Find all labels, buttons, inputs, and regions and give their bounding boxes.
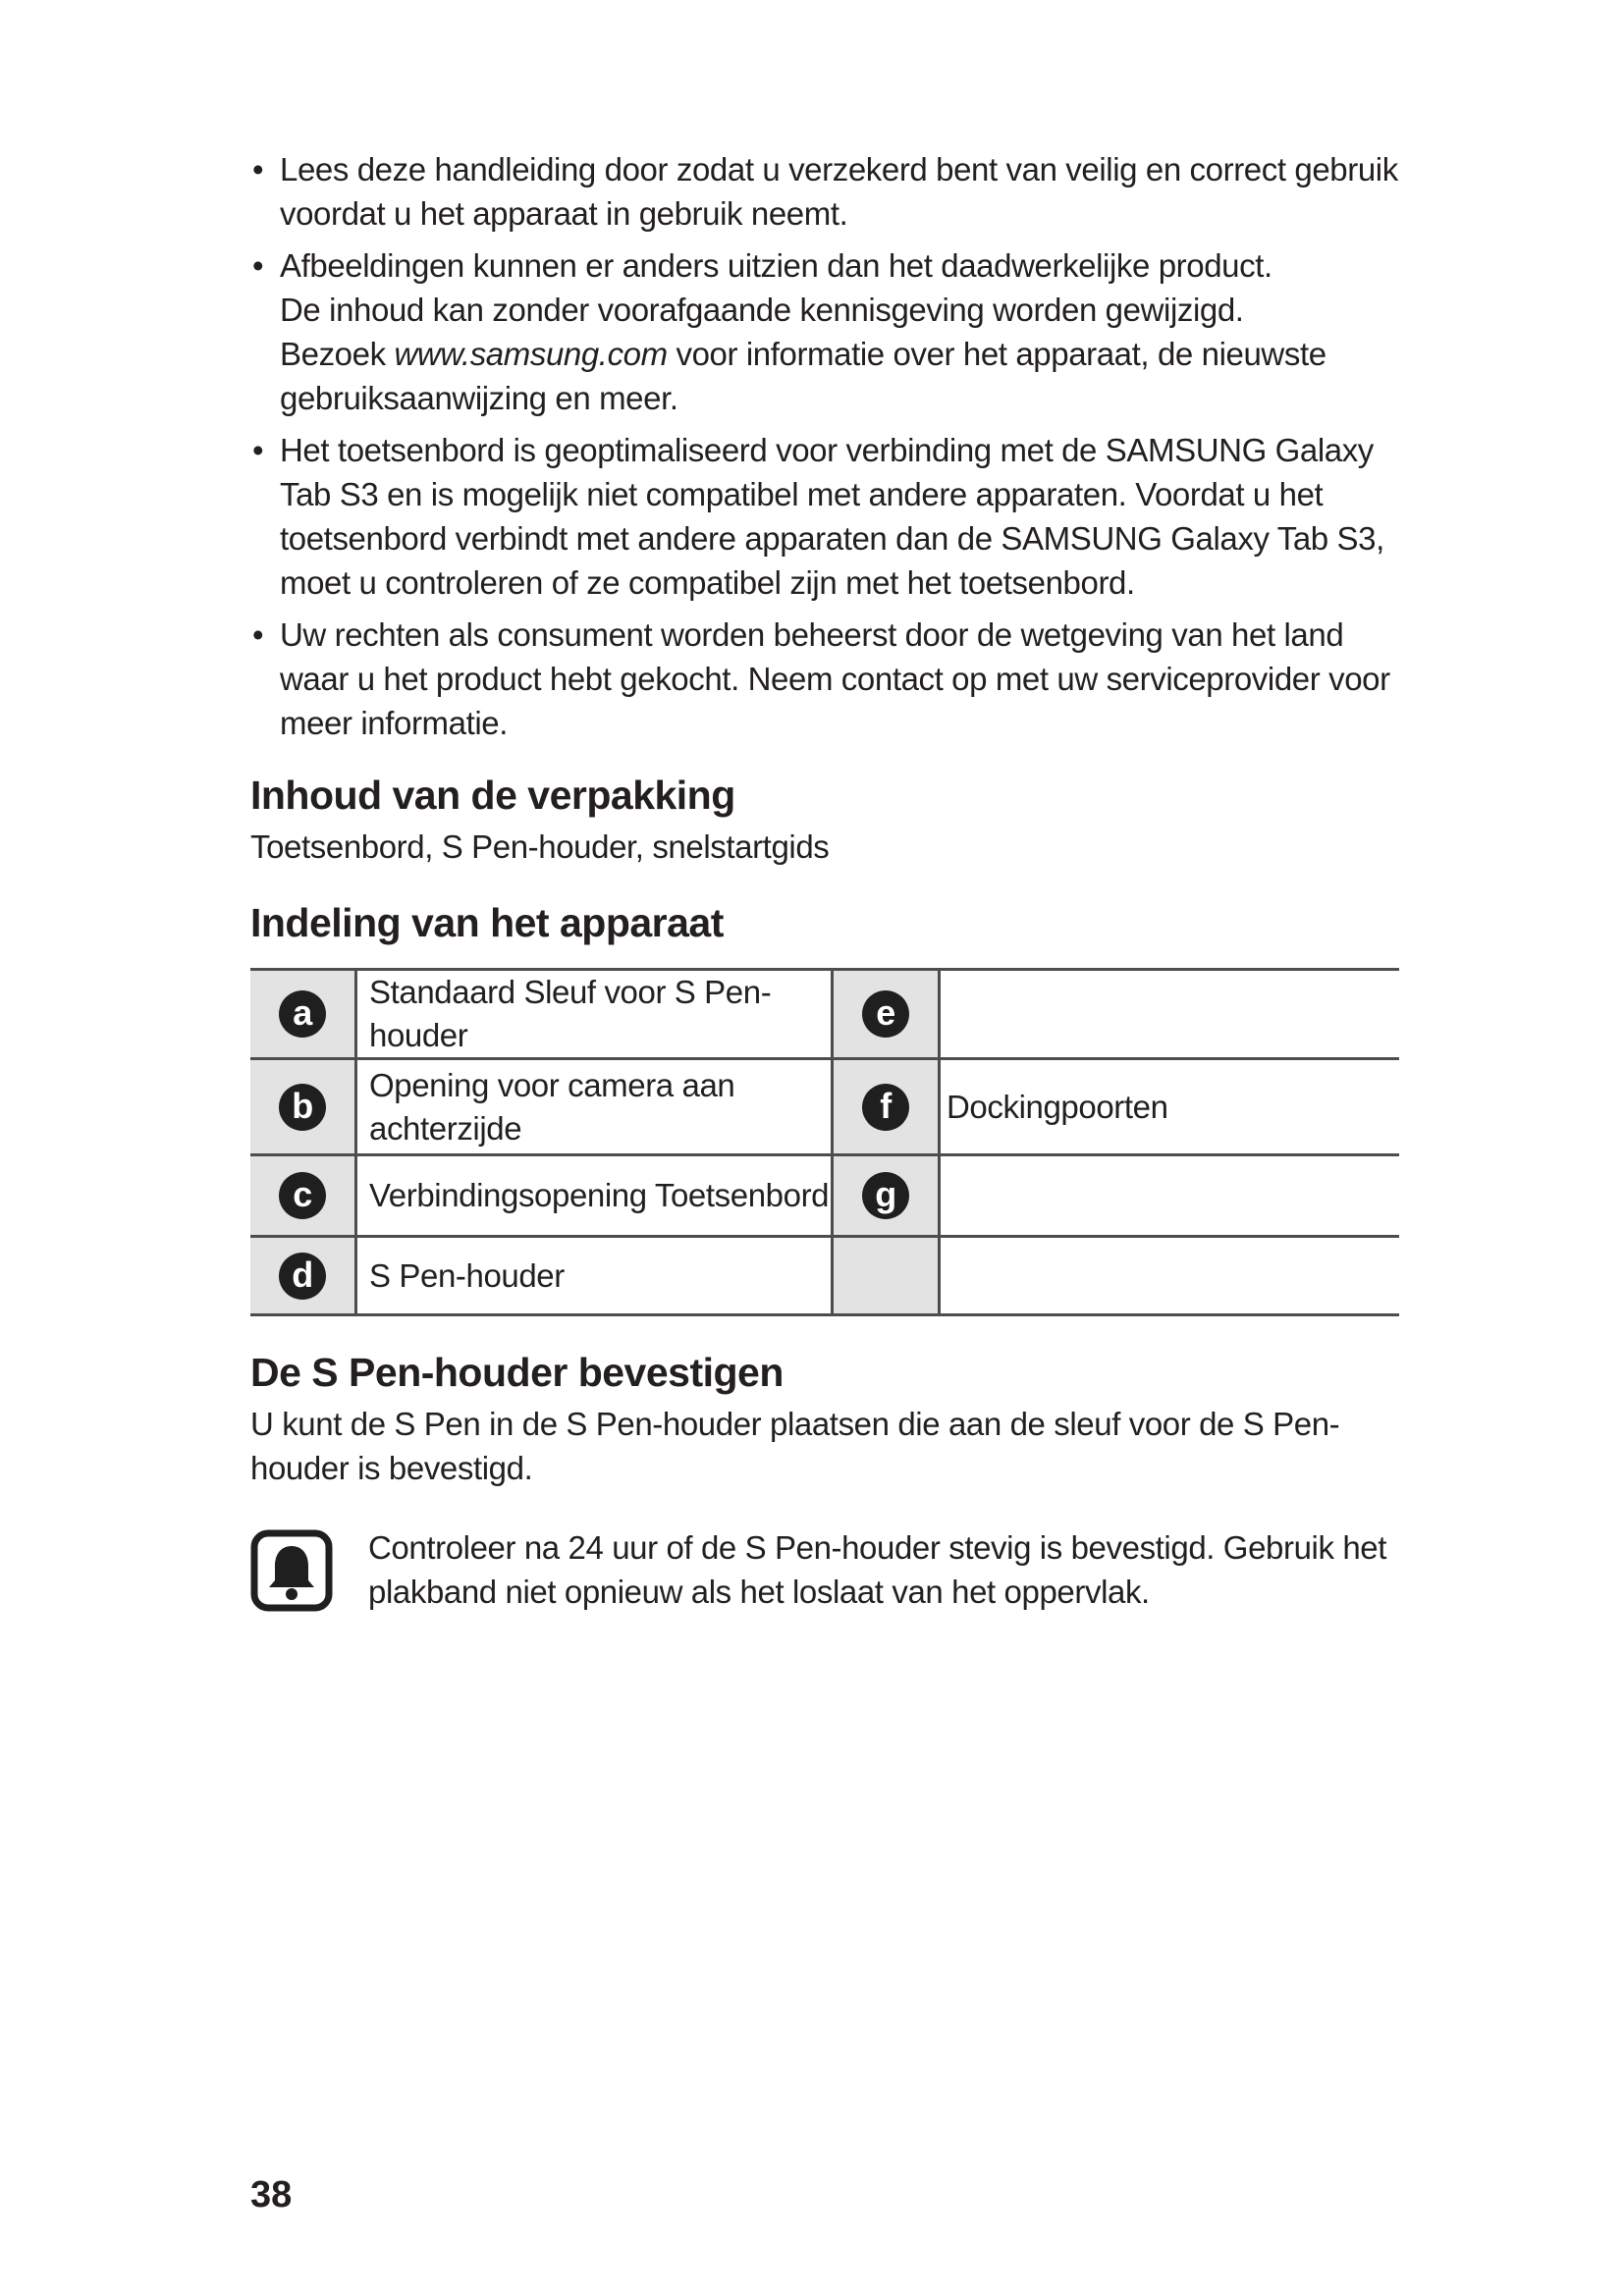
table-row bbox=[250, 970, 1399, 1059]
badge-cell-empty bbox=[833, 1237, 940, 1315]
table-row bbox=[250, 1059, 1399, 1155]
bullet-text: Lees deze handleiding door zodat u verzekerd bent van veilig en correct gebruik voordat u het apparaat in gebruik neemt. bbox=[280, 151, 1398, 232]
layout-heading: Indeling van het apparaat bbox=[250, 900, 724, 945]
bullet-text: Uw rechten als consument worden beheerst door de wetgeving van het land waar u het product hebt gekocht. Neem contact op met uw serviceprovider voor meer informatie. bbox=[280, 616, 1390, 741]
part-label: S Pen-houder bbox=[356, 1237, 833, 1315]
document-content bbox=[250, 147, 1399, 1614]
bullet-text-line1: Afbeeldingen kunnen er anders uitzien dan het daadwerkelijke product. bbox=[280, 247, 1272, 284]
part-label bbox=[940, 1237, 1400, 1315]
table-row bbox=[250, 1155, 1399, 1237]
badge-cell bbox=[250, 1059, 356, 1155]
part-label: Dockingpoorten bbox=[940, 1059, 1400, 1155]
part-label: Standaard Sleuf voor S Pen-houder bbox=[356, 970, 833, 1059]
callout-letter-icon: f bbox=[862, 1084, 909, 1131]
bullet-dot: • bbox=[252, 247, 264, 284]
badge-cell bbox=[833, 1155, 940, 1237]
callout-letter-icon: b bbox=[279, 1084, 326, 1131]
samsung-url-link[interactable]: www.samsung.com bbox=[394, 336, 668, 372]
page-number: 38 bbox=[250, 2174, 293, 2216]
part-label bbox=[940, 970, 1400, 1059]
callout-letter-icon: a bbox=[279, 990, 326, 1038]
caution-note-text: Controleer na 24 uur of de S Pen-houder stevig is bevestigd. Gebruik het plakband niet opnieuw als het loslaat van het oppervlak. bbox=[368, 1529, 1386, 1610]
table-row bbox=[250, 1237, 1399, 1315]
bullet-item-images-differ bbox=[250, 243, 1399, 420]
bullet-text-line2: De inhoud kan zonder voorafgaande kennisgeving worden gewijzigd. bbox=[280, 292, 1244, 328]
bullet-text-prefix: Bezoek bbox=[280, 336, 386, 372]
device-layout-table bbox=[250, 968, 1399, 1316]
caution-note bbox=[250, 1525, 1399, 1614]
attach-instructions-text: U kunt de S Pen in de S Pen-houder plaatsen die aan de sleuf voor de S Pen-houder is bevestigd. bbox=[250, 1406, 1340, 1486]
callout-letter-icon: d bbox=[279, 1253, 326, 1300]
bullet-dot: • bbox=[252, 616, 264, 653]
badge-cell bbox=[250, 1155, 356, 1237]
part-label: Verbindingsopening Toetsenbord bbox=[356, 1155, 833, 1237]
package-heading: Inhoud van de verpakking bbox=[250, 773, 735, 818]
bullet-dot: • bbox=[252, 151, 264, 187]
notification-bell-icon bbox=[250, 1529, 333, 1612]
badge-cell bbox=[250, 970, 356, 1059]
badge-cell bbox=[833, 970, 940, 1059]
bullet-item-consumer-rights bbox=[250, 613, 1399, 745]
bullet-dot: • bbox=[252, 432, 264, 468]
part-label bbox=[940, 1155, 1400, 1237]
part-label: Opening voor camera aan achterzijde bbox=[356, 1059, 833, 1155]
bullet-item-read-manual bbox=[250, 147, 1399, 236]
badge-cell bbox=[833, 1059, 940, 1155]
callout-letter-icon: e bbox=[862, 990, 909, 1038]
bullet-item-compatibility bbox=[250, 428, 1399, 605]
callout-letter-icon: c bbox=[279, 1172, 326, 1219]
callout-letter-icon: g bbox=[862, 1172, 909, 1219]
bullet-text-suffix: voor informatie over het apparaat, de nieuwste gebruiksaanwijzing en meer. bbox=[280, 336, 1326, 416]
intro-bullet-list bbox=[250, 147, 1399, 745]
bullet-text: Het toetsenbord is geoptimaliseerd voor verbinding met de SAMSUNG Galaxy Tab S3 en is mogelijk niet compatibel met andere apparaten. Voordat u het toetsenbord verbindt met andere apparaten dan de SAMSUNG Galaxy Tab S3, moet u controleren of ze compatibel zijn met het toetsenbord. bbox=[280, 432, 1384, 601]
package-contents-text: Toetsenbord, S Pen-houder, snelstartgids bbox=[250, 828, 830, 865]
attach-heading: De S Pen-houder bevestigen bbox=[250, 1350, 784, 1395]
badge-cell bbox=[250, 1237, 356, 1315]
